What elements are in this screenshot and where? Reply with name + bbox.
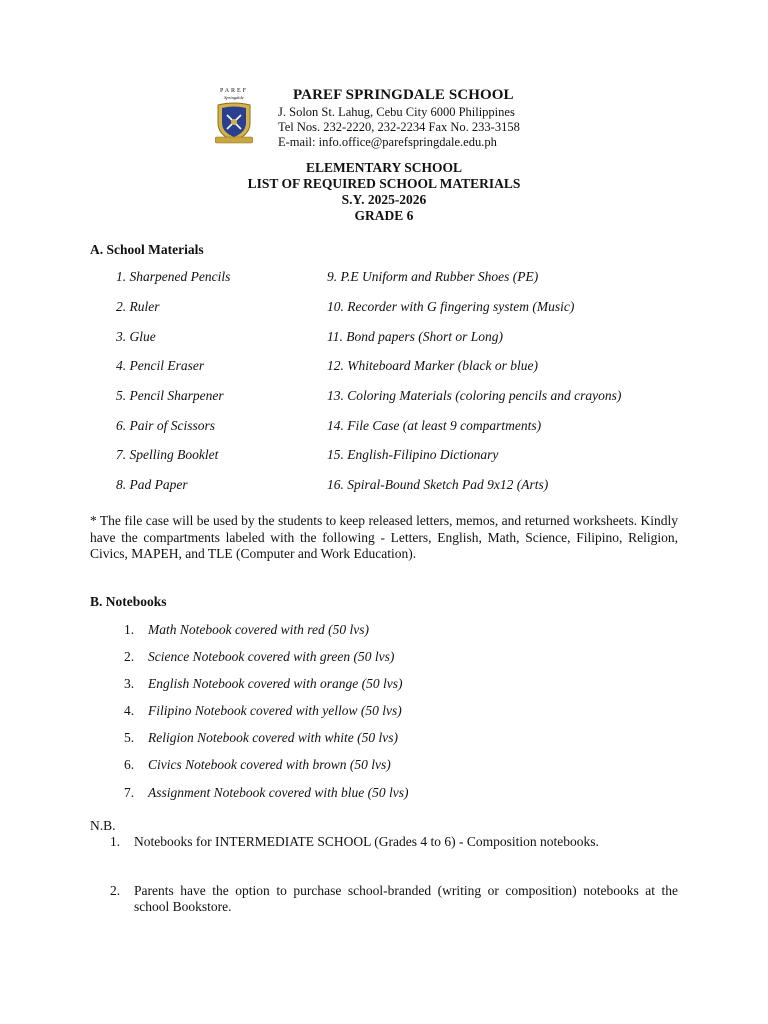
nb-number: 2. xyxy=(110,883,121,898)
title-grade: GRADE 6 xyxy=(354,208,414,223)
list-item: 14. File Case (at least 9 compartments) xyxy=(327,418,542,433)
notebook-item: Civics Notebook covered with brown (50 lvs) xyxy=(148,757,391,772)
list-item: 9. P.E Uniform and Rubber Shoes (PE) xyxy=(327,269,539,284)
list-item: 12. Whiteboard Marker (black or blue) xyxy=(327,358,538,373)
school-phone: Tel Nos. 232-2220, 232-2234 Fax No. 233-3158 xyxy=(278,120,520,134)
section-a-heading: A. School Materials xyxy=(90,242,204,257)
school-name: PAREF SPRINGDALE SCHOOL xyxy=(293,87,514,103)
list-item: 4. Pencil Eraser xyxy=(116,358,205,373)
logo-subtitle: Springdale xyxy=(224,95,244,100)
list-item: 11. Bond papers (Short or Long) xyxy=(327,329,504,344)
list-item: 6. Pair of Scissors xyxy=(116,418,216,433)
notebook-number: 2. xyxy=(124,649,135,664)
list-item: 7. Spelling Booklet xyxy=(116,447,219,462)
nb-item: Parents have the option to purchase school-branded (writing or composition) notebooks at the school Bookstore. xyxy=(134,883,678,914)
notebook-number: 5. xyxy=(124,730,135,745)
list-item: 2. Ruler xyxy=(116,299,160,314)
title-list: LIST OF REQUIRED SCHOOL MATERIALS xyxy=(247,176,521,191)
list-item: 8. Pad Paper xyxy=(116,477,188,492)
notebook-item: English Notebook covered with orange (50 lvs) xyxy=(148,676,403,691)
nb-item: Notebooks for INTERMEDIATE SCHOOL (Grades 4 to 6) - Composition notebooks. xyxy=(134,834,599,849)
notebook-item: Religion Notebook covered with white (50 lvs) xyxy=(148,730,398,745)
school-email: E-mail: info.office@parefspringdale.edu.ph xyxy=(278,135,497,149)
nb-heading: N.B. xyxy=(90,818,116,833)
notebook-number: 4. xyxy=(124,703,135,718)
section-b-heading: B. Notebooks xyxy=(90,594,167,609)
list-item: 13. Coloring Materials (coloring pencils and crayons) xyxy=(327,388,622,403)
notebook-number: 1. xyxy=(124,622,135,637)
school-address: J. Solon St. Lahug, Cebu City 6000 Philippines xyxy=(278,105,515,119)
notebook-item: Science Notebook covered with green (50 lvs) xyxy=(148,649,395,664)
file-case-note: * The file case will be used by the students to keep released letters, memos, and returned worksheets. Kindly have the compartments labeled with the following - Letters, English, Math, Science, Filipino, Religion, Civics, MAPEH, and TLE (Computer and Work Education). xyxy=(90,513,678,561)
list-item: 10. Recorder with G fingering system (Music) xyxy=(327,299,575,314)
logo-title: PAREF xyxy=(219,88,249,94)
notebook-item: Math Notebook covered with red (50 lvs) xyxy=(148,622,369,637)
list-item: 16. Spiral-Bound Sketch Pad 9x12 (Arts) xyxy=(327,477,549,492)
notebook-item: Filipino Notebook covered with yellow (50 lvs) xyxy=(148,703,402,718)
notebook-number: 3. xyxy=(124,676,135,691)
notebook-number: 7. xyxy=(124,785,135,800)
list-item: 3. Glue xyxy=(116,329,156,344)
list-item: 5. Pencil Sharpener xyxy=(116,388,224,403)
nb-number: 1. xyxy=(110,834,121,849)
notebook-number: 6. xyxy=(124,757,135,772)
school-logo xyxy=(203,88,265,150)
shield-icon xyxy=(215,101,253,147)
title-school-year: S.Y. 2025-2026 xyxy=(341,192,427,207)
list-item: 1. Sharpened Pencils xyxy=(116,269,231,284)
notebook-item: Assignment Notebook covered with blue (50 lvs) xyxy=(148,785,409,800)
title-level: ELEMENTARY SCHOOL xyxy=(306,160,462,175)
list-item: 15. English-Filipino Dictionary xyxy=(327,447,499,462)
